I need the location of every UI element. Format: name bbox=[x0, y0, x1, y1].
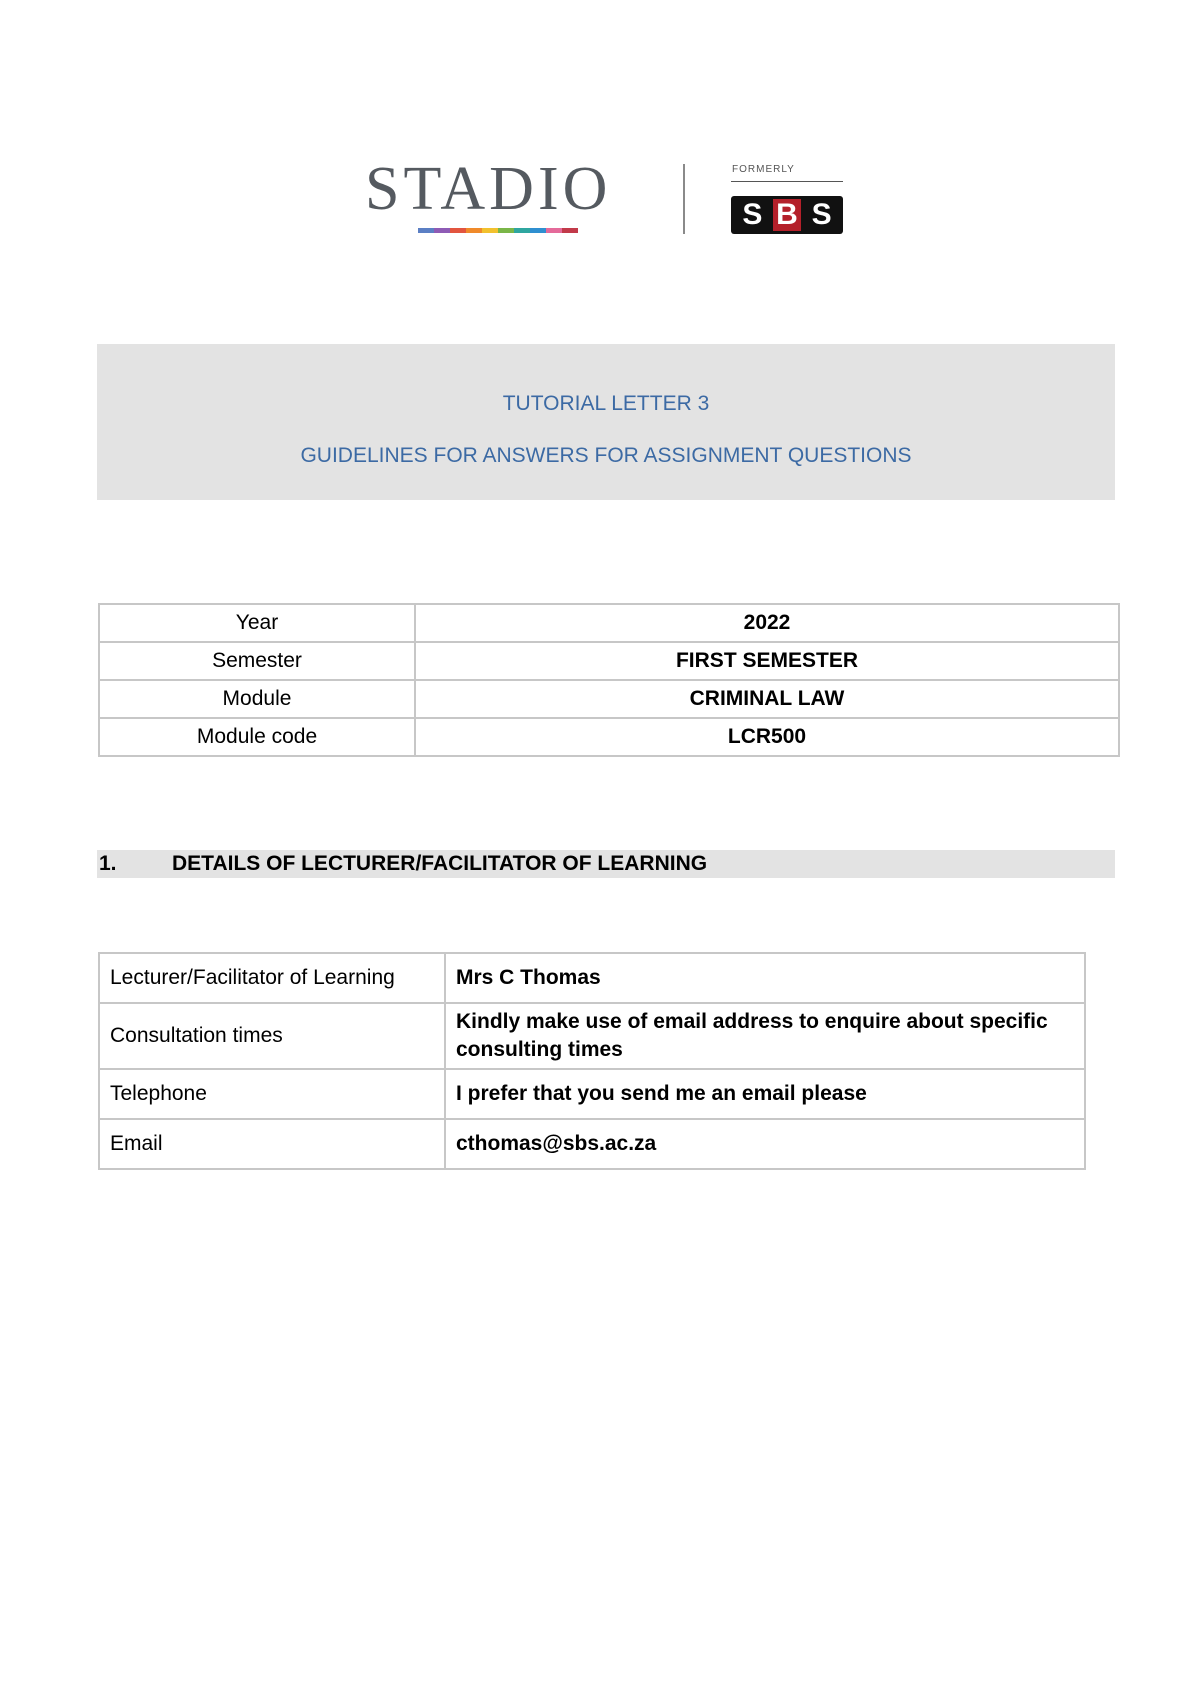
table-row bbox=[99, 1119, 1085, 1169]
logo-divider bbox=[683, 164, 685, 234]
sbs-logo bbox=[731, 196, 843, 234]
section-number: 1. bbox=[99, 852, 117, 875]
semester-label: Semester bbox=[99, 642, 415, 680]
stadio-color-bar bbox=[418, 228, 578, 233]
color-bar-segment bbox=[466, 228, 482, 233]
sbs-letter-s1: S bbox=[742, 198, 763, 231]
stadio-logo-text: STADIO bbox=[365, 155, 612, 223]
consultation-value: Kindly make use of email address to enquire about specific consulting times bbox=[445, 1003, 1085, 1069]
color-bar-segment bbox=[450, 228, 466, 233]
color-bar-segment bbox=[418, 228, 434, 233]
table-row bbox=[99, 718, 1119, 756]
formerly-rule bbox=[731, 181, 843, 182]
module-value: CRIMINAL LAW bbox=[415, 680, 1119, 718]
table-row bbox=[99, 953, 1085, 1003]
guidelines-subtitle: GUIDELINES FOR ANSWERS FOR ASSIGNMENT QUESTIONS bbox=[300, 444, 912, 467]
module-label: Module bbox=[99, 680, 415, 718]
lecturer-value: Mrs C Thomas bbox=[445, 953, 1085, 1003]
table-row bbox=[99, 604, 1119, 642]
title-banner bbox=[97, 344, 1115, 500]
tutorial-letter-title: TUTORIAL LETTER 3 bbox=[502, 392, 710, 415]
color-bar-segment bbox=[562, 228, 578, 233]
table-row bbox=[99, 680, 1119, 718]
section-heading-lecturer bbox=[97, 850, 1115, 878]
table-row bbox=[99, 1069, 1085, 1119]
lecturer-details-table bbox=[98, 952, 1086, 1170]
year-value: 2022 bbox=[415, 604, 1119, 642]
table-row bbox=[99, 642, 1119, 680]
header-logo bbox=[365, 150, 855, 240]
telephone-value: I prefer that you send me an email please bbox=[445, 1069, 1085, 1119]
lecturer-label: Lecturer/Facilitator of Learning bbox=[99, 953, 445, 1003]
year-label: Year bbox=[99, 604, 415, 642]
color-bar-segment bbox=[434, 228, 450, 233]
table-row bbox=[99, 1003, 1085, 1069]
color-bar-segment bbox=[482, 228, 498, 233]
color-bar-segment bbox=[530, 228, 546, 233]
consultation-label: Consultation times bbox=[99, 1003, 445, 1069]
section-title: DETAILS OF LECTURER/FACILITATOR OF LEARNING bbox=[172, 852, 708, 875]
semester-value: FIRST SEMESTER bbox=[415, 642, 1119, 680]
email-label: Email bbox=[99, 1119, 445, 1169]
module-code-label: Module code bbox=[99, 718, 415, 756]
email-value: cthomas@sbs.ac.za bbox=[445, 1119, 1085, 1169]
formerly-label: FORMERLY bbox=[732, 164, 795, 175]
module-info-table bbox=[98, 603, 1120, 757]
sbs-letter-b: B bbox=[773, 199, 801, 231]
telephone-label: Telephone bbox=[99, 1069, 445, 1119]
color-bar-segment bbox=[546, 228, 562, 233]
color-bar-segment bbox=[514, 228, 530, 233]
color-bar-segment bbox=[498, 228, 514, 233]
module-code-value: LCR500 bbox=[415, 718, 1119, 756]
sbs-letter-s2: S bbox=[811, 198, 832, 231]
